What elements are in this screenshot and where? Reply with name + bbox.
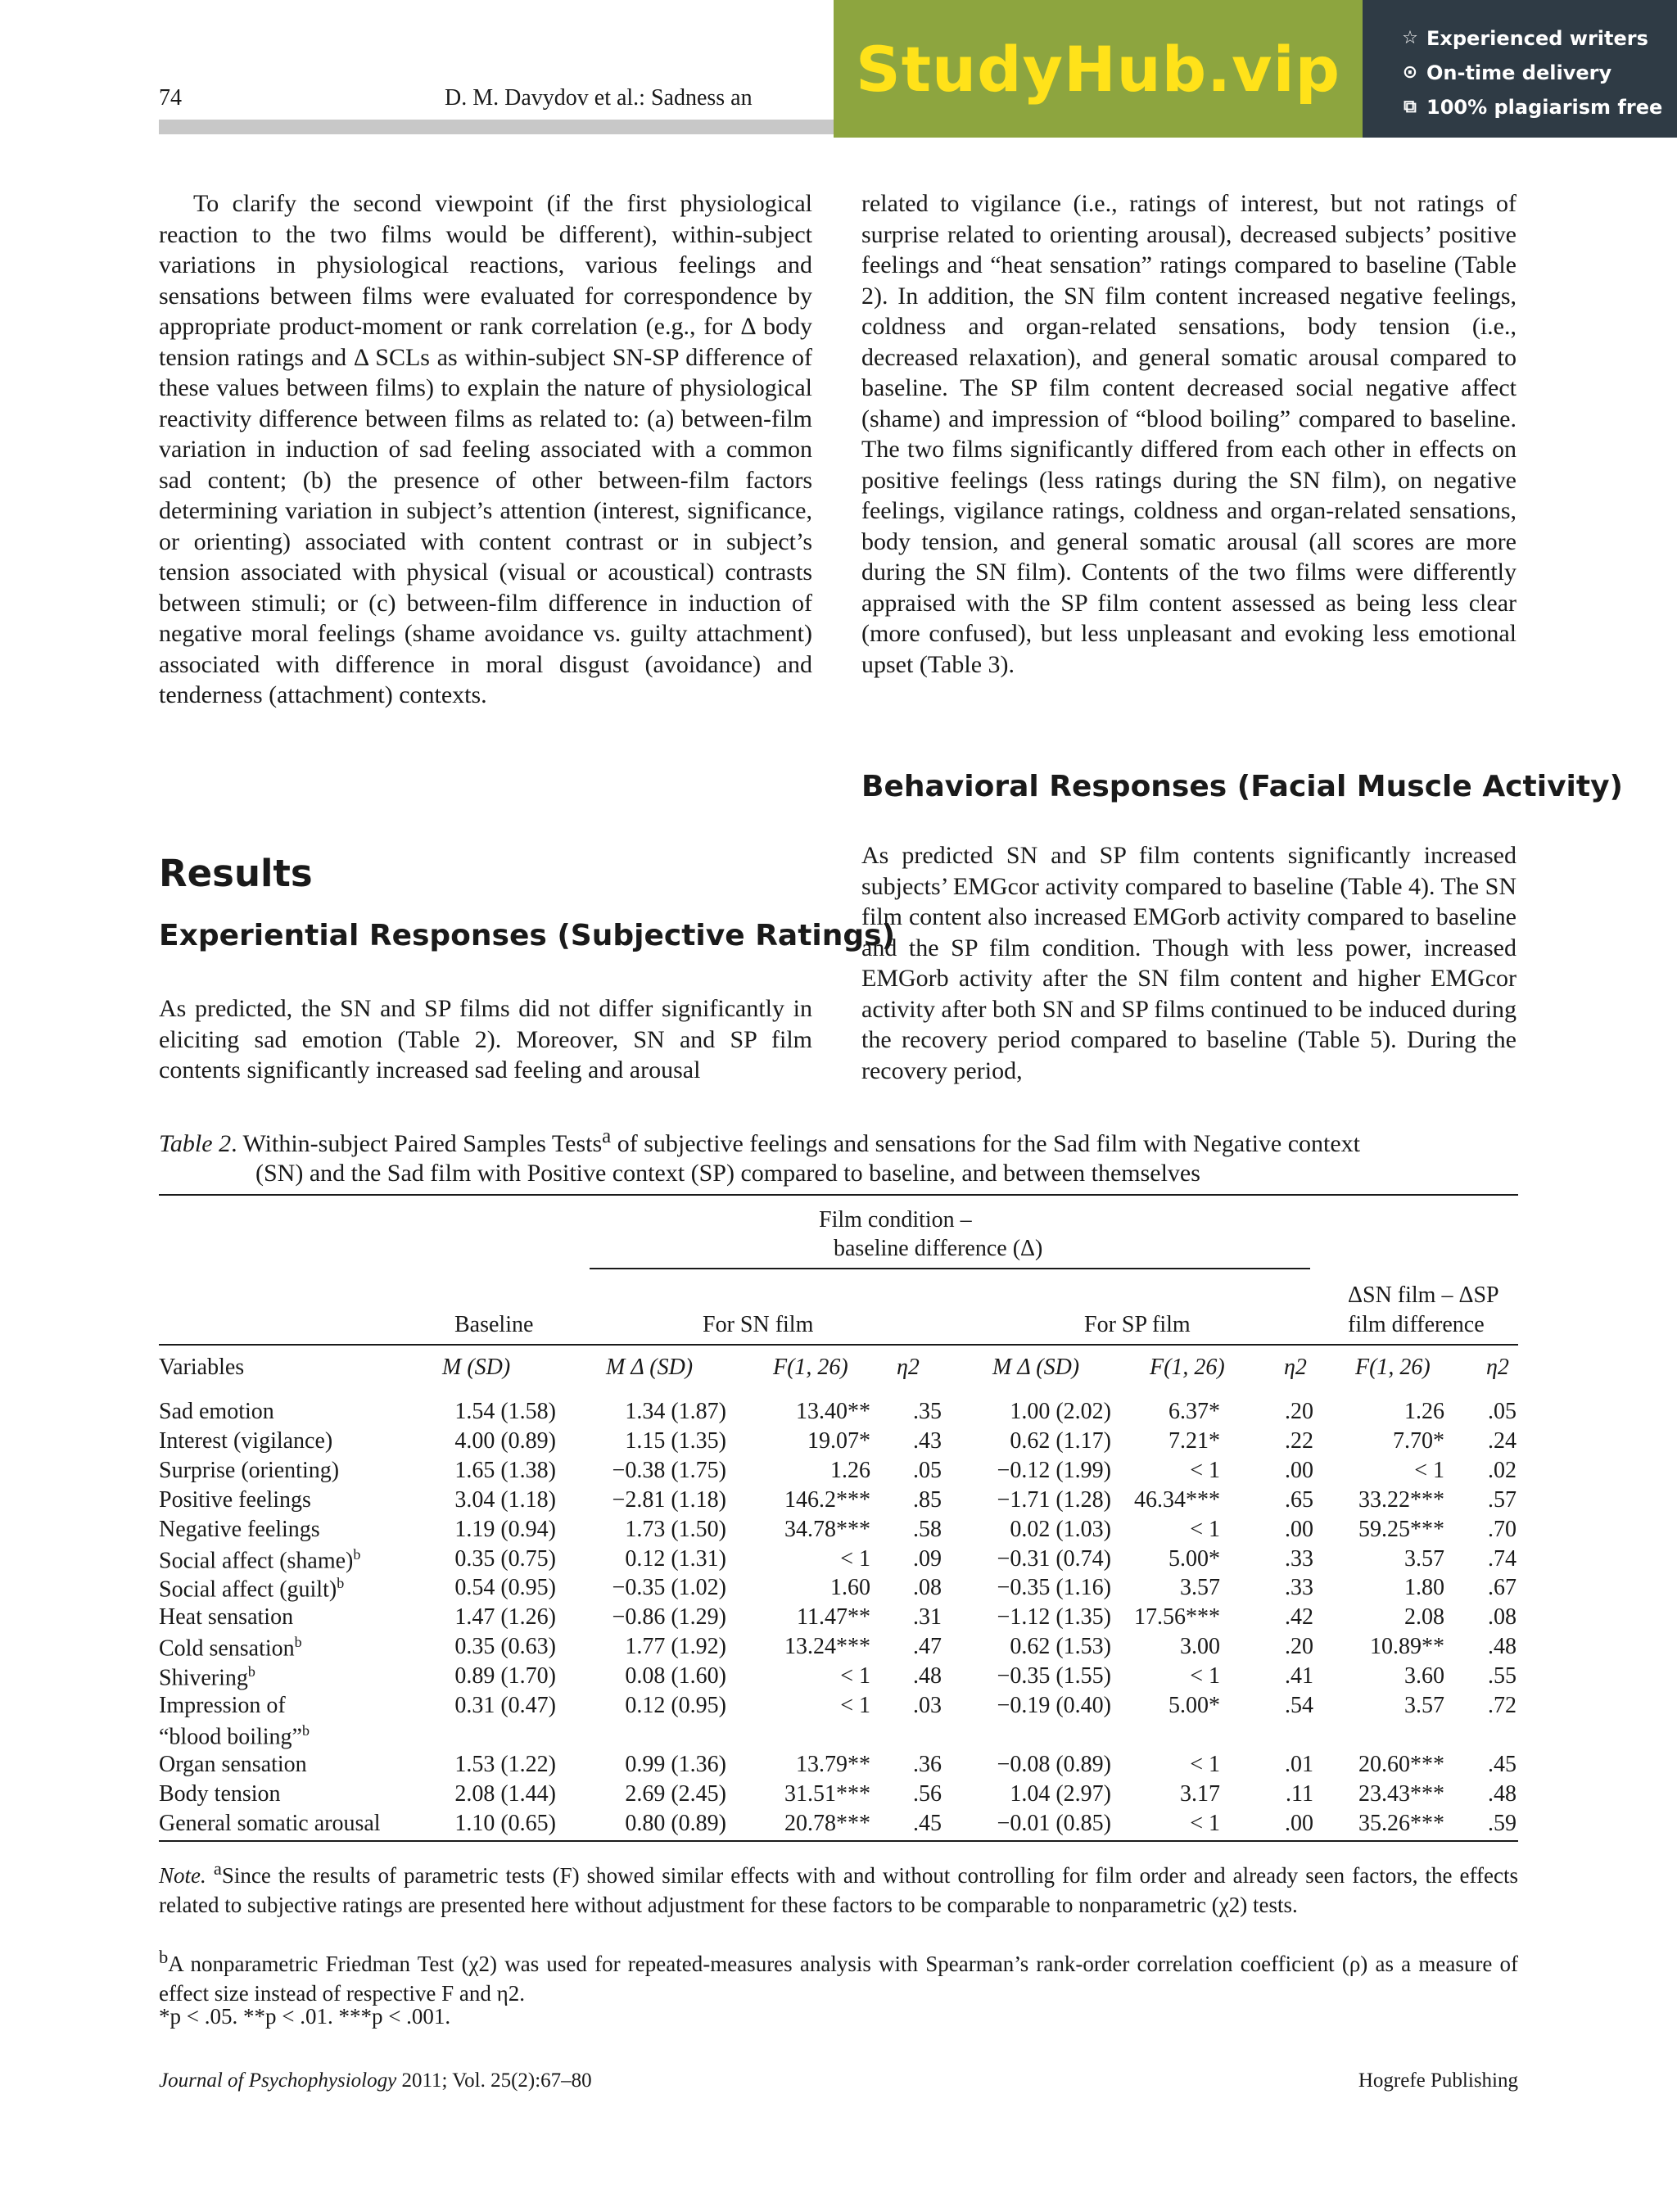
table-row [159,1458,1518,1487]
cell-sp-e: .33 [1285,1545,1313,1572]
header-group-line1: Film condition – [819,1207,972,1233]
star-icon: ☆ [1402,28,1418,48]
table-row [159,1575,1518,1604]
row-variable-sup: b [294,1634,302,1651]
cell-sn-e: .03 [913,1693,942,1718]
cell-sn-e: .45 [913,1810,942,1836]
row-variable: Social affect (guilt)$^b$ [159,1575,345,1603]
banner-features [1363,0,1677,138]
cell-d-f: 23.43*** [1358,1780,1444,1807]
banner-feature-2: ⊙ On-time delivery [1400,56,1677,90]
cell-base: 0.54 (0.95) [454,1575,556,1601]
table-row [159,1663,1518,1693]
cell-sn-f: 19.07* [807,1427,870,1454]
cell-sp-m: −0.31 (0.74) [997,1545,1111,1572]
cell-sp-e: .20 [1285,1399,1313,1424]
row-variable: General somatic arousal [159,1810,381,1836]
cell-sp-f: < 1 [1190,1457,1220,1483]
footer-publisher: Hogrefe Publishing [1358,2070,1518,2092]
cell-sn-m: 1.73 (1.50) [625,1516,726,1542]
clock-icon: ⊙ [1402,62,1418,83]
table-row [159,1604,1518,1634]
cell-base: 2.08 (1.44) [454,1780,556,1807]
cell-d-e: .70 [1488,1516,1517,1542]
cell-sp-m: −1.71 (1.28) [997,1486,1111,1513]
cell-base: 1.19 (0.94) [454,1516,556,1542]
cell-sp-m: 0.62 (1.53) [1010,1634,1111,1660]
cell-sn-e: .48 [913,1663,942,1690]
right-column-para1: related to vigilance (i.e., ratings of interest, but not ratings of surprise related to orienting arousal), decreased subjects’ positive feelings and “heat sensation” ratings compared to baseline (Table 2). In addition, the SN film content increased negative feelings, coldness and organ-related sensations, body tension (i.e., decreased relaxation), and general somatic arousal compared to baseline. The SP film content decreased social negative affect (shame) and impression of “blood boiling” compared to baseline. The two films significantly differed from each other in effects on positive feelings (less ratings during the SN film), on negative feelings, vigilance ratings, coldness and organ-related sensations, body tension, and general somatic arousal (all scores are more during the SN film). Contents of the two films were differently appraised with the SP film content assessed as being less clear (more confused), but less unpleasant and evoking less emotional upset (Table 3). [861,190,1517,678]
cell-sp-f: < 1 [1190,1663,1220,1690]
cell-sp-e: .42 [1285,1604,1313,1631]
cell-sn-m: 0.08 (1.60) [625,1663,726,1690]
cell-sp-f: 46.34*** [1134,1486,1220,1513]
col-sn-eta: η2 [897,1355,920,1380]
cell-base: 1.65 (1.38) [454,1457,556,1483]
cell-sp-f: < 1 [1190,1751,1220,1777]
row-variable: Positive feelings [159,1486,311,1513]
cell-sp-m: −0.35 (1.16) [997,1575,1111,1601]
cell-sn-f: 31.51*** [784,1780,870,1807]
cell-d-e: .02 [1488,1457,1517,1483]
cell-sn-m: 1.77 (1.92) [625,1634,726,1660]
cell-d-f: 20.60*** [1358,1751,1444,1777]
cell-sp-f: < 1 [1190,1516,1220,1542]
row-variable: Negative feelings [159,1516,320,1542]
cell-sn-e: .58 [913,1516,942,1542]
cell-d-f: 3.57 [1404,1545,1444,1572]
cell-d-f: 59.25*** [1358,1516,1444,1542]
header-sp-film: For SP film [1084,1312,1191,1337]
row-variable-sup: b [301,1721,310,1739]
cell-sn-f: 20.78*** [784,1810,870,1836]
header-diff-line2: film difference [1348,1312,1485,1337]
table-row [159,1428,1518,1458]
cell-sp-m: −0.01 (0.85) [997,1810,1111,1836]
cell-d-f: 10.89** [1370,1634,1444,1660]
cell-sp-e: .20 [1285,1634,1313,1660]
header-baseline: Baseline [454,1312,534,1337]
cell-sp-m: −0.12 (1.99) [997,1457,1111,1483]
cell-sn-e: .85 [913,1486,942,1513]
cell-d-f: 33.22*** [1358,1486,1444,1513]
cell-sn-e: .47 [913,1634,942,1660]
banner-feature-3: ⧉ 100% plagiarism free [1400,90,1677,124]
row-variable: “blood boiling”$^b$ [159,1721,310,1750]
table-row [159,1634,1518,1663]
cell-d-f: 35.26*** [1358,1810,1444,1836]
cell-d-e: .57 [1488,1486,1517,1513]
cell-sp-m: −0.08 (0.89) [997,1751,1111,1777]
cell-sp-m: 0.02 (1.03) [1010,1516,1111,1542]
left-column-para1: To clarify the second viewpoint (if the first physiological reaction to the two films would be different), within-subject variations in physiological reactions, various feelings and sensations between films were evaluated for correspondence by appropriate product-moment or rank correlation (e.g., for Δ body tension ratings and Δ SCLs as within-subject SN-SP difference of these values between films) to explain the nature of physiological reactivity difference between films as related to: (a) between-film variation in induction of sad feeling associated with a common sad content; (b) the presence of other between-film factors determining variation in subject’s attention (interest, significance, or orienting) associated with content contrast or in subject’s tension associated with physical (visual or acoustical) contrasts between stimuli; or (c) between-film difference in induction of negative moral feelings (shame avoidance vs. guilty attachment) associated with difference in moral disgust (avoidance) and tenderness (attachment) contexts. [159,190,812,708]
cell-sn-f: 146.2*** [784,1486,870,1513]
row-variable-sup: b [353,1545,361,1563]
table-caption: Table 2. Within-subject Paired Samples Tests$^a$ of subjective feelings and sensations for the Sad film with Negative context (SN) and the Sad film with Positive context (SP) compared to baseline, and between themselves [159,1125,1361,1187]
cell-d-e: .48 [1488,1780,1517,1807]
heading-experiential: Experiential Responses (Subjective Ratings) [159,919,896,952]
cell-sp-f: 3.57 [1180,1575,1220,1601]
cell-d-e: .08 [1488,1604,1517,1631]
cell-sp-f: 5.00* [1168,1693,1220,1718]
cell-sp-e: .33 [1285,1575,1313,1601]
heading-behavioral: Behavioral Responses (Facial Muscle Activity) [861,770,1624,803]
cell-sp-e: .65 [1285,1486,1313,1513]
cell-sn-f: 34.78*** [784,1516,870,1542]
cell-d-f: 1.26 [1404,1399,1444,1424]
cell-sn-m: −0.86 (1.29) [612,1604,726,1631]
col-sn-mdelta: M Δ (SD) [606,1355,694,1380]
cell-base: 0.31 (0.47) [454,1693,556,1718]
cell-d-e: .48 [1488,1634,1517,1660]
col-diff-f: F(1, 26) [1355,1355,1431,1380]
heading-results: Results [159,852,313,895]
cell-sp-e: .11 [1286,1780,1313,1807]
cell-d-e: .59 [1488,1810,1517,1836]
cell-sp-f: 3.00 [1180,1634,1220,1660]
header-diff-line1: ΔSN film – ΔSP [1348,1282,1499,1308]
left-column-para2: As predicted, the SN and SP films did not differ significantly in eliciting sad emotion (Table 2). Moreover, SN and SP film contents significantly increased sad feeling and arousal [159,995,812,1083]
cell-sn-e: .35 [913,1399,942,1424]
copy-icon: ⧉ [1404,97,1417,117]
row-variable: Heat sensation [159,1604,294,1631]
table-header-rule [159,1344,1518,1346]
cell-sp-f: 17.56*** [1134,1604,1220,1631]
cell-sp-f: 5.00* [1168,1545,1220,1572]
cell-sn-e: .36 [913,1751,942,1777]
footer-citation: Journal of Psychophysiology 2011; Vol. 25(2):67–80 [159,2070,592,2092]
cell-sp-m: −0.35 (1.55) [997,1663,1111,1690]
col-diff-eta: η2 [1486,1355,1509,1380]
table-row [159,1487,1518,1517]
cell-sp-e: .00 [1285,1516,1313,1542]
cell-sp-e: .41 [1285,1663,1313,1690]
cell-sp-f: 6.37* [1168,1399,1220,1424]
ad-banner[interactable] [834,0,1677,138]
cell-sp-m: 0.62 (1.17) [1010,1427,1111,1454]
cell-sn-e: .05 [913,1457,942,1483]
cell-sn-m: 0.12 (1.31) [625,1545,726,1572]
cell-sp-f: < 1 [1190,1810,1220,1836]
cell-sp-e: .22 [1285,1427,1313,1454]
cell-sn-m: −2.81 (1.18) [612,1486,726,1513]
cell-sp-e: .01 [1285,1751,1313,1777]
cell-sn-m: 0.80 (0.89) [625,1810,726,1836]
col-sp-mdelta: M Δ (SD) [992,1355,1080,1380]
cell-sn-f: 13.79** [796,1751,870,1777]
cell-sp-m: 1.00 (2.02) [1010,1399,1111,1424]
cell-sn-e: .09 [913,1545,942,1572]
cell-sn-f: < 1 [840,1693,870,1718]
cell-sn-m: 0.99 (1.36) [625,1751,726,1777]
row-variable: Impression of [159,1693,286,1718]
cell-sn-m: 2.69 (2.45) [625,1780,726,1807]
cell-sn-f: 1.26 [830,1457,870,1483]
running-head: D. M. Davydov et al.: Sadness an [445,85,753,111]
row-variable: Organ sensation [159,1751,307,1777]
cell-sp-f: 7.21* [1168,1427,1220,1454]
cell-sn-m: 1.34 (1.87) [625,1399,726,1424]
table-row [159,1781,1518,1811]
cell-sn-f: < 1 [840,1545,870,1572]
col-variables: Variables [159,1355,245,1380]
cell-sp-m: −0.19 (0.40) [997,1693,1111,1718]
cell-d-e: .05 [1488,1399,1517,1424]
cell-sn-f: 1.60 [830,1575,870,1601]
cell-sp-f: 3.17 [1180,1780,1220,1807]
cell-sp-e: .54 [1285,1693,1313,1718]
cell-sn-m: 1.15 (1.35) [625,1427,726,1454]
row-variable: Social affect (shame)$^b$ [159,1545,361,1573]
cell-d-e: .24 [1488,1427,1517,1454]
cell-sn-e: .56 [913,1780,942,1807]
cell-base: 0.89 (1.70) [454,1663,556,1690]
col-baseline-msd: M (SD) [442,1355,511,1380]
table-bottom-rule [159,1840,1518,1842]
header-sn-film: For SN film [703,1312,814,1337]
row-variable: Sad emotion [159,1399,274,1424]
cell-sn-f: < 1 [840,1663,870,1690]
row-variable: Cold sensation$^b$ [159,1634,302,1662]
col-sp-eta: η2 [1284,1355,1307,1380]
table-top-rule [159,1194,1518,1196]
cell-d-f: 2.08 [1404,1604,1444,1631]
cell-d-e: .72 [1488,1693,1517,1718]
cell-d-e: .67 [1488,1575,1517,1601]
cell-d-e: .55 [1488,1663,1517,1690]
cell-base: 1.10 (0.65) [454,1810,556,1836]
header-group-line2: baseline difference (Δ) [834,1236,1043,1261]
col-sn-f: F(1, 26) [773,1355,848,1380]
table-row [159,1399,1518,1428]
cell-sn-m: −0.35 (1.02) [612,1575,726,1601]
cell-d-f: 7.70* [1393,1427,1444,1454]
cell-sp-e: .00 [1285,1457,1313,1483]
cell-base: 1.47 (1.26) [454,1604,556,1631]
cell-sp-m: 1.04 (2.97) [1010,1780,1111,1807]
cell-base: 1.53 (1.22) [454,1751,556,1777]
table-note-p: *p < .05. **p < .01. ***p < .001. [159,2004,451,2029]
cell-d-e: .74 [1488,1545,1517,1572]
cell-sn-f: 11.47** [797,1604,870,1631]
cell-d-e: .45 [1488,1751,1517,1777]
row-variable: Body tension [159,1780,281,1807]
banner-brand-panel[interactable] [834,0,1363,138]
cell-base: 3.04 (1.18) [454,1486,556,1513]
table-row [159,1722,1518,1752]
table-row [159,1693,1518,1722]
page-number: 74 [159,85,182,111]
cell-sn-f: 13.24*** [784,1634,870,1660]
table-note-a: Note. $^a$Since the results of parametric tests (F) showed similar effects with and without controlling for film order and already seen factors, the effects related to subjective ratings are presented here without adjustment for these factors to be comparable to nonparametric (χ2) tests. [159,1858,1519,1917]
cell-sn-e: .08 [913,1575,942,1601]
cell-sn-e: .31 [913,1604,942,1631]
col-sp-f: F(1, 26) [1150,1355,1225,1380]
row-variable: Shivering$^b$ [159,1663,255,1691]
cell-sn-m: 0.12 (0.95) [625,1693,726,1718]
row-variable: Interest (vigilance) [159,1427,333,1454]
row-variable-sup: b [337,1575,345,1592]
cell-sn-f: 13.40** [796,1399,870,1424]
table-group-rule [590,1268,1310,1269]
cell-sp-m: −1.12 (1.35) [997,1604,1111,1631]
cell-sp-e: .00 [1285,1810,1313,1836]
cell-sn-e: .43 [913,1427,942,1454]
cell-base: 0.35 (0.63) [454,1634,556,1660]
cell-d-f: 3.57 [1404,1693,1444,1718]
table-note-b: $^b$A nonparametric Friedman Test (χ2) was used for repeated-measures analysis with Spearman’s rank-order correlation coefficient (ρ) as a measure of effect size instead of respective F and η2. [159,1947,1518,2006]
right-column-para2: As predicted SN and SP film contents significantly increased subjects’ EMGcor activity compared to baseline (Table 4). The SN film content also increased EMGorb activity compared to baseline and the SP film condition. Though with less power, increased EMGorb activity after the SN film content and higher EMGcor activity after both SN and SP films continued to be induced during the recovery period compared to baseline (Table 5). During the recovery period, [861,842,1517,1084]
table-row [159,1517,1518,1546]
row-variable: Surprise (orienting) [159,1457,340,1483]
cell-base: 1.54 (1.58) [454,1399,556,1424]
table-row [159,1546,1518,1576]
cell-d-f: 1.80 [1404,1575,1444,1601]
table-row [159,1811,1518,1840]
cell-d-f: 3.60 [1404,1663,1444,1690]
table-row [159,1752,1518,1781]
cell-base: 0.35 (0.75) [454,1545,556,1572]
cell-base: 4.00 (0.89) [454,1427,556,1454]
row-variable-sup: b [247,1663,255,1680]
cell-sn-m: −0.38 (1.75) [612,1457,726,1483]
cell-d-f: < 1 [1414,1457,1444,1483]
banner-brand[interactable]: StudyHub.vip [855,32,1341,106]
banner-feature-1: ☆ Experienced writers [1400,21,1677,56]
